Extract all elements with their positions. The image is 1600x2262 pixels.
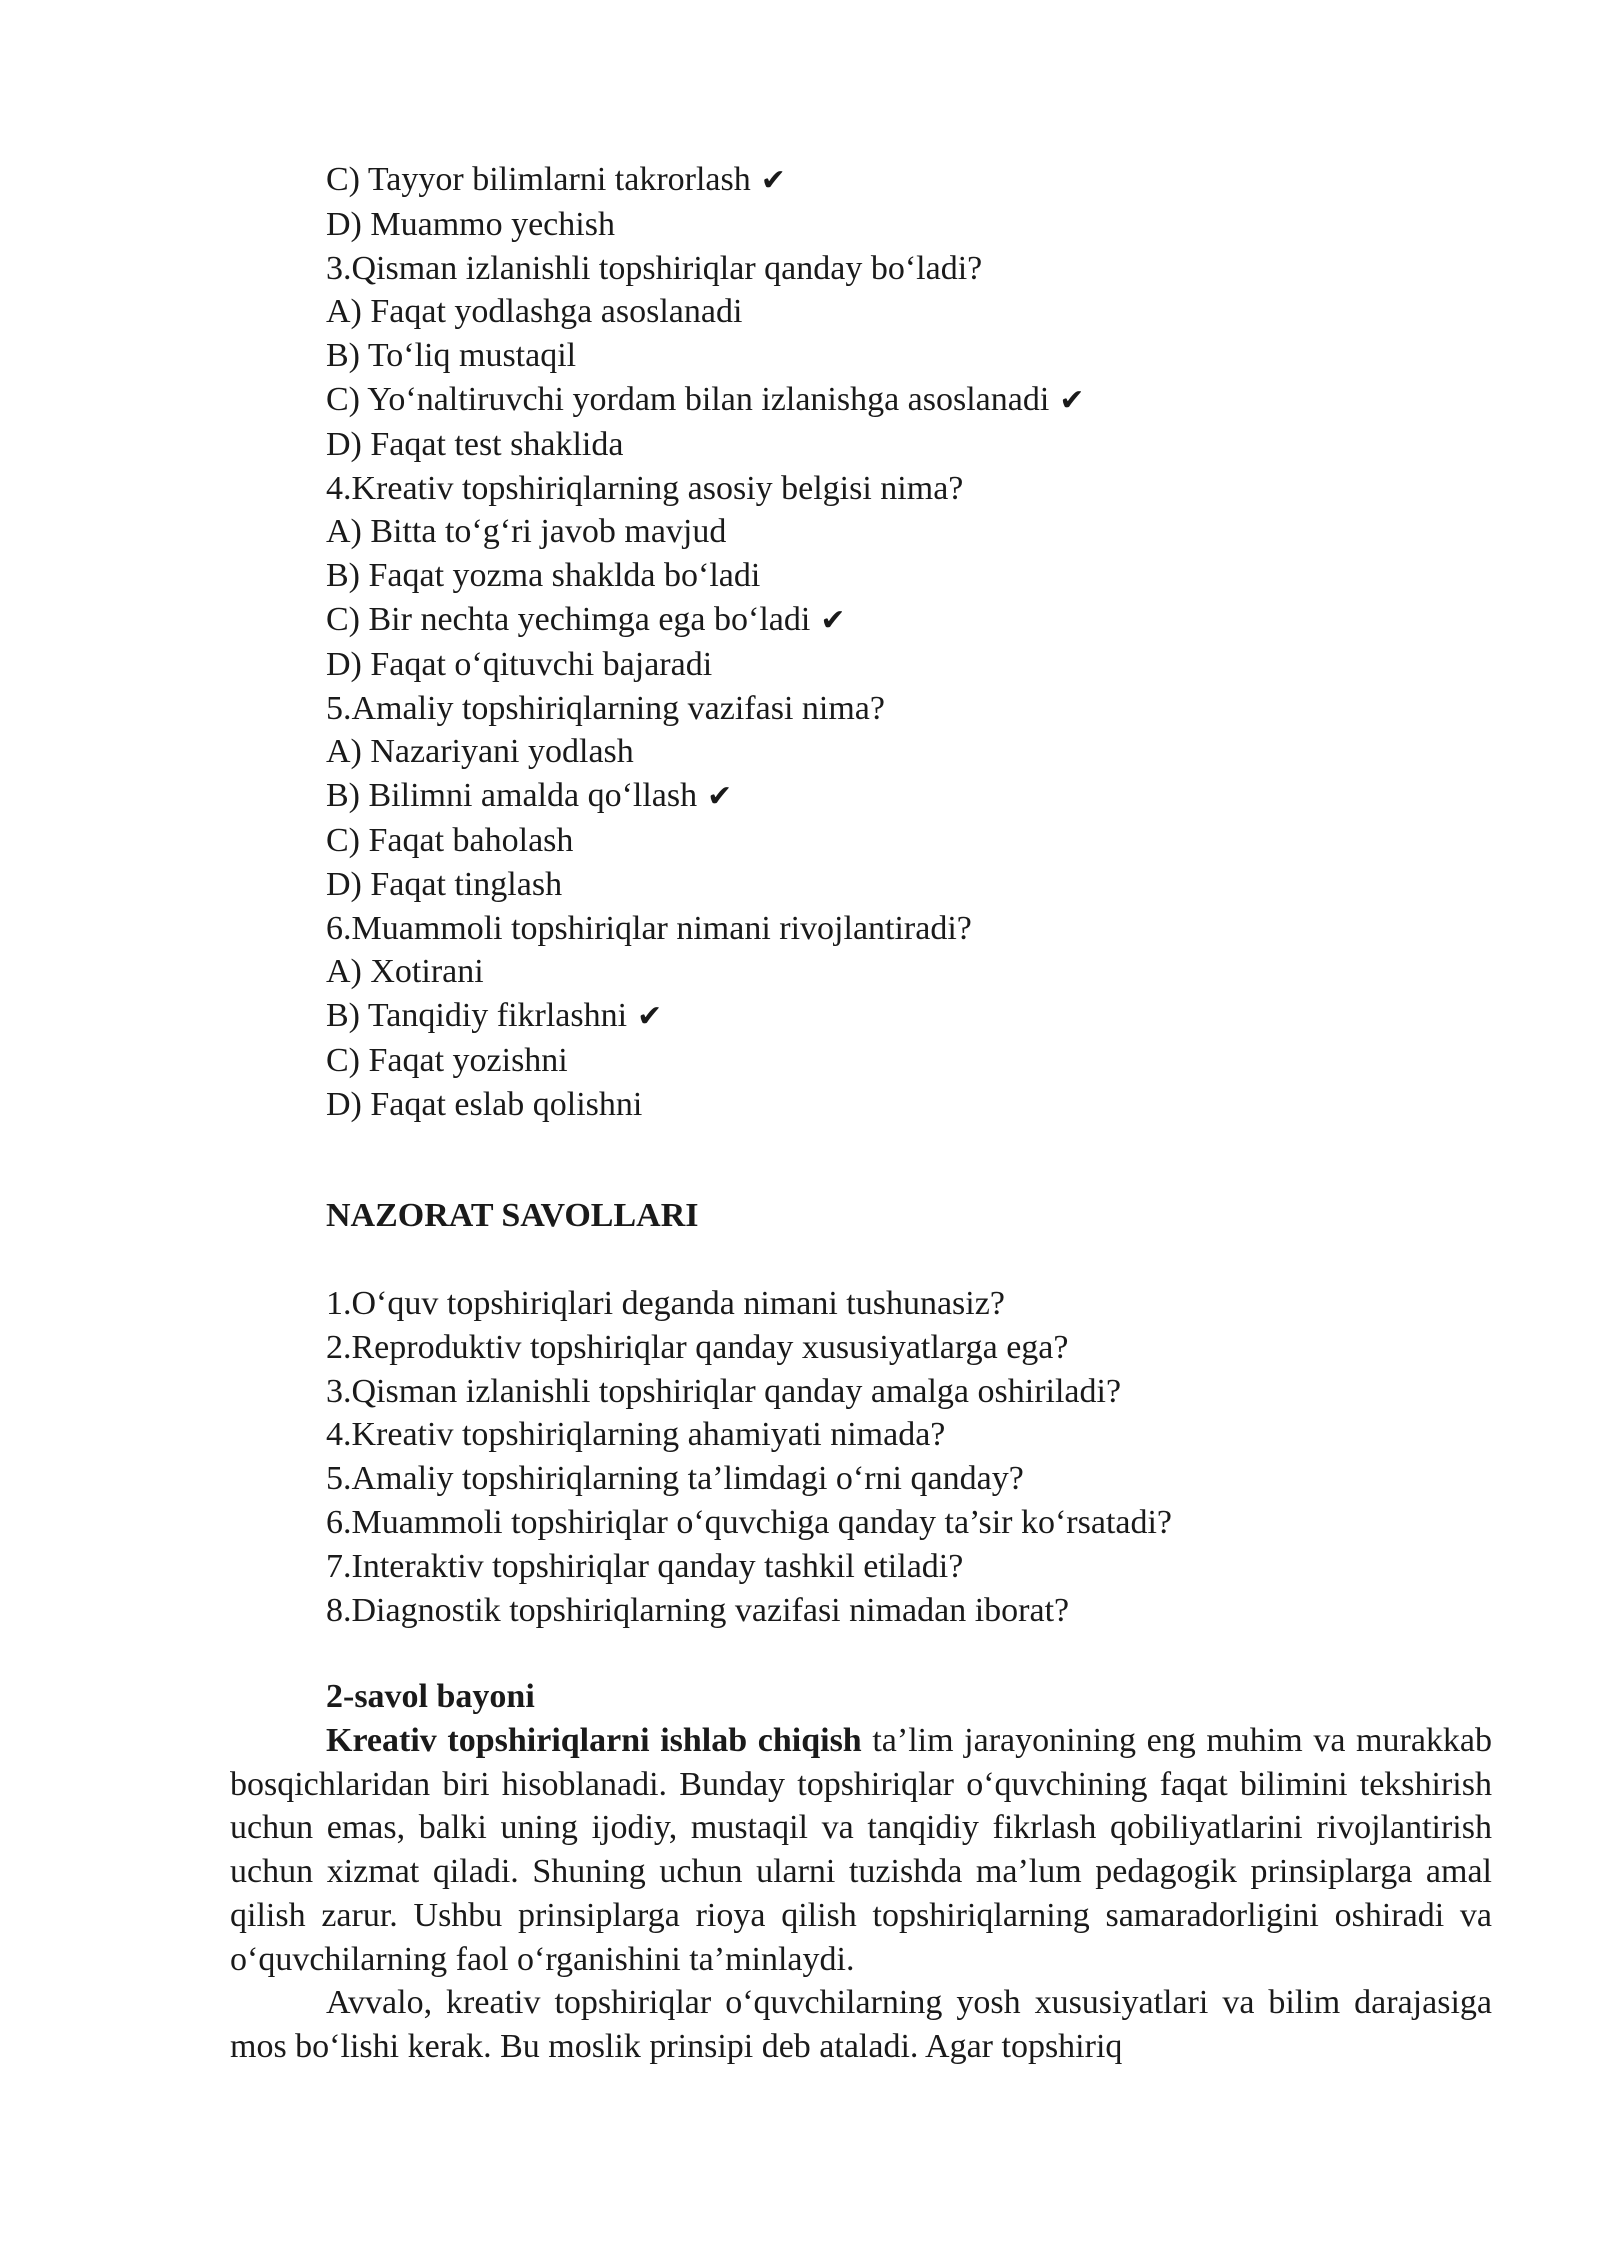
control-question: 1.O‘quv topshiriqlari deganda nimani tushunasiz? (326, 1285, 1005, 1322)
quiz-line-text: C) Bir nechta yechimga ega bo‘ladi (326, 600, 811, 638)
quiz-line-text: D) Faqat test shaklida (326, 425, 624, 463)
quiz-line-text: D) Faqat eslab qolishni (326, 1085, 643, 1123)
section-title: 2-savol bayoni (326, 1678, 535, 1715)
quiz-line (326, 290, 1426, 334)
explanation-body (230, 1719, 1492, 2069)
quiz-line-text: 6.Muammoli topshiriqlar nimani rivojlantiradi? (326, 909, 972, 947)
control-question: 8.Diagnostik topshiriqlarning vazifasi nimadan iborat? (326, 1591, 1070, 1629)
quiz-line (326, 907, 1426, 951)
control-questions-list (326, 1282, 1426, 1632)
quiz-line-text: 5.Amaliy topshiriqlarning vazifasi nima? (326, 689, 885, 727)
quiz-line (326, 730, 1426, 774)
paragraph-1 (230, 1719, 1492, 1981)
paragraph-2: Avvalo, kreativ topshiriqlar o‘quvchilarning yosh xususiyatlari va bilim darajasiga mos bo‘lishi kerak. Bu moslik prinsipi deb ataladi. Agar topshiriq (230, 1984, 1492, 2065)
control-question: 2.Reproduktiv topshiriqlar qanday xususiyatlarga ega? (326, 1328, 1069, 1366)
checkmark-icon: ✔ (637, 999, 663, 1035)
quiz-line-text: 4.Kreativ topshiriqlarning asosiy belgisi nima? (326, 469, 964, 507)
quiz-line-text: B) Faqat yozma shaklda bo‘ladi (326, 557, 761, 595)
quiz-line (326, 598, 1426, 643)
control-question: 3.Qisman izlanishli topshiriqlar qanday amalga oshiriladi? (326, 1372, 1122, 1410)
quiz-line-text: A) Faqat yodlashga asoslanadi (326, 293, 743, 331)
quiz-line (326, 203, 1426, 247)
quiz-line-text: D) Muammo yechish (326, 205, 615, 243)
quiz-line-text: B) To‘liq mustaqil (326, 337, 577, 375)
quiz-line (326, 1083, 1426, 1127)
control-question: 5.Amaliy topshiriqlarning ta’limdagi o‘rni qanday? (326, 1460, 1024, 1498)
quiz-line (326, 1039, 1426, 1083)
checkmark-icon: ✔ (1059, 382, 1085, 418)
quiz-line-text: 3.Qisman izlanishli topshiriqlar qanday bo‘ladi? (326, 249, 983, 287)
checkmark-icon: ✔ (760, 163, 786, 198)
paragraph-1-text: ta’lim jarayonining eng muhim va murakkab bosqichlaridan biri hisoblanadi. Bunday topshiriqlar o‘quvchining faqat bilimini tekshirish uchun emas, balki uning ijodiy, mustaqil va tanqidiy fikrlash qobiliyatlarini rivojlantirish uchun xizmat qiladi. Shuning uchun ularni tuzishda ma’lum pedagogik prinsiplarga amal qilish zarur. Ushbu prinsiplarga rioya qilish topshiriqlarning samaradorligini oshiradi va o‘quvchilarning faol o‘rganishini ta’minlaydi. (230, 1722, 1493, 1978)
quiz-line (326, 334, 1426, 378)
control-question: 7.Interaktiv topshiriqlar qanday tashkil etiladi? (326, 1547, 964, 1585)
quiz-list (326, 158, 1426, 1127)
paragraph-1-bold: Kreativ topshiriqlarni ishlab chiqish (326, 1722, 862, 1759)
quiz-line (326, 423, 1426, 467)
control-question: 6.Muammoli topshiriqlar o‘quvchiga qanday ta’sir ko‘rsatadi? (326, 1503, 1173, 1541)
quiz-line-text: A) Xotirani (326, 953, 484, 991)
quiz-line (326, 863, 1426, 907)
quiz-line (326, 774, 1426, 819)
control-questions-heading: NAZORAT SAVOLLARI (326, 1197, 699, 1234)
quiz-line-text: A) Bitta to‘g‘ri javob mavjud (326, 513, 727, 551)
quiz-line (326, 819, 1426, 863)
quiz-line-text: C) Tayyor bilimlarni takrorlash (326, 161, 751, 198)
quiz-line-text: C) Faqat baholash (326, 821, 574, 859)
checkmark-icon: ✔ (707, 779, 733, 815)
quiz-line-text: B) Tanqidiy fikrlashni (326, 997, 628, 1035)
quiz-line (326, 378, 1426, 423)
quiz-line (326, 950, 1426, 994)
quiz-line (326, 554, 1426, 598)
quiz-line (326, 643, 1426, 687)
quiz-line-text: C) Yo‘naltiruvchi yordam bilan izlanishga asoslanadi (326, 380, 1050, 418)
quiz-line-text: A) Nazariyani yodlash (326, 733, 634, 771)
quiz-line (326, 687, 1426, 731)
control-question: 4.Kreativ topshiriqlarning ahamiyati nimada? (326, 1416, 946, 1454)
quiz-line (326, 247, 1426, 291)
quiz-line-text: C) Faqat yozishni (326, 1041, 568, 1079)
quiz-line (326, 994, 1426, 1039)
quiz-line (326, 467, 1426, 511)
quiz-line (326, 158, 1426, 203)
quiz-line (326, 510, 1426, 554)
quiz-line-text: D) Faqat o‘qituvchi bajaradi (326, 645, 713, 683)
checkmark-icon: ✔ (820, 602, 846, 638)
quiz-line-text: D) Faqat tinglash (326, 865, 563, 903)
quiz-line-text: B) Bilimni amalda qo‘llash (326, 777, 698, 815)
